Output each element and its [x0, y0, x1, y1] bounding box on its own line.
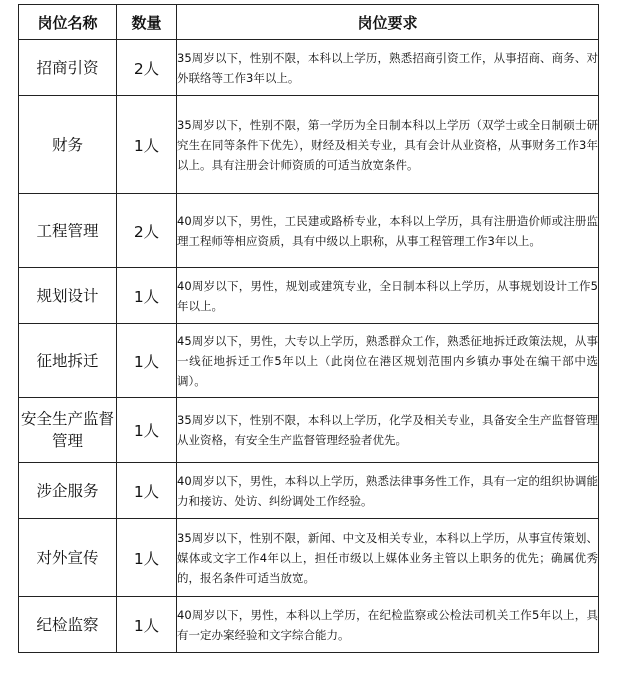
position-count: 2人 — [117, 40, 177, 96]
position-name: 工程管理 — [19, 194, 117, 268]
position-requirements: 35周岁以下，性别不限，新闻、中文及相关专业，本科以上学历，从事宣传策划、媒体或文字工作4年以上，担任市级以上媒体业务主管以上职务的优先；确属优秀的，报名条件可适当放宽。 — [177, 519, 599, 597]
header-requirements: 岗位要求 — [177, 5, 599, 40]
position-requirements: 40周岁以下，男性，本科以上学历，熟悉法律事务性工作，具有一定的组织协调能力和接访、处访、纠纷调处工作经验。 — [177, 463, 599, 519]
position-name: 纪检监察 — [19, 597, 117, 653]
position-requirements: 45周岁以下，男性，大专以上学历，熟悉群众工作，熟悉征地拆迁政策法规，从事一线征地拆迁工作5年以上（此岗位在港区规划范围内乡镇办事处在编干部中选调）。 — [177, 324, 599, 398]
position-name: 对外宣传 — [19, 519, 117, 597]
position-count: 1人 — [117, 96, 177, 194]
position-name: 规划设计 — [19, 268, 117, 324]
position-name: 财务 — [19, 96, 117, 194]
position-count: 1人 — [117, 519, 177, 597]
position-requirements: 35周岁以下，性别不限，第一学历为全日制本科以上学历（双学士或全日制硕士研究生在同等条件下优先），财经及相关专业，具有会计从业资格，从事财务工作3年以上。具有注册会计师资质的可适当放宽条件。 — [177, 96, 599, 194]
position-requirements: 35周岁以下，性别不限，本科以上学历，熟悉招商引资工作，从事招商、商务、对外联络等工作3年以上。 — [177, 40, 599, 96]
position-name: 涉企服务 — [19, 463, 117, 519]
table-row — [19, 398, 599, 463]
position-count: 1人 — [117, 324, 177, 398]
job-requirements-table — [18, 4, 599, 653]
position-name: 招商引资 — [19, 40, 117, 96]
position-name: 征地拆迁 — [19, 324, 117, 398]
table-row — [19, 463, 599, 519]
position-requirements: 35周岁以下，性别不限，本科以上学历，化学及相关专业，具备安全生产监督管理从业资格，有安全生产监督管理经验者优先。 — [177, 398, 599, 463]
table-row — [19, 519, 599, 597]
position-count: 2人 — [117, 194, 177, 268]
table-header-row — [19, 5, 599, 40]
position-requirements: 40周岁以下，男性，工民建或路桥专业，本科以上学历，具有注册造价师或注册监理工程师等相应资质，具有中级以上职称，从事工程管理工作3年以上。 — [177, 194, 599, 268]
header-count: 数量 — [117, 5, 177, 40]
position-count: 1人 — [117, 597, 177, 653]
table-row — [19, 96, 599, 194]
position-requirements: 40周岁以下，男性，本科以上学历，在纪检监察或公检法司机关工作5年以上，具有一定办案经验和文字综合能力。 — [177, 597, 599, 653]
table-row — [19, 597, 599, 653]
position-count: 1人 — [117, 463, 177, 519]
table-row — [19, 194, 599, 268]
table-row — [19, 268, 599, 324]
position-count: 1人 — [117, 398, 177, 463]
position-name: 安全生产监督管理 — [19, 398, 117, 463]
header-position: 岗位名称 — [19, 5, 117, 40]
table-row — [19, 324, 599, 398]
position-requirements: 40周岁以下，男性，规划或建筑专业，全日制本科以上学历，从事规划设计工作5年以上。 — [177, 268, 599, 324]
table-row — [19, 40, 599, 96]
position-count: 1人 — [117, 268, 177, 324]
